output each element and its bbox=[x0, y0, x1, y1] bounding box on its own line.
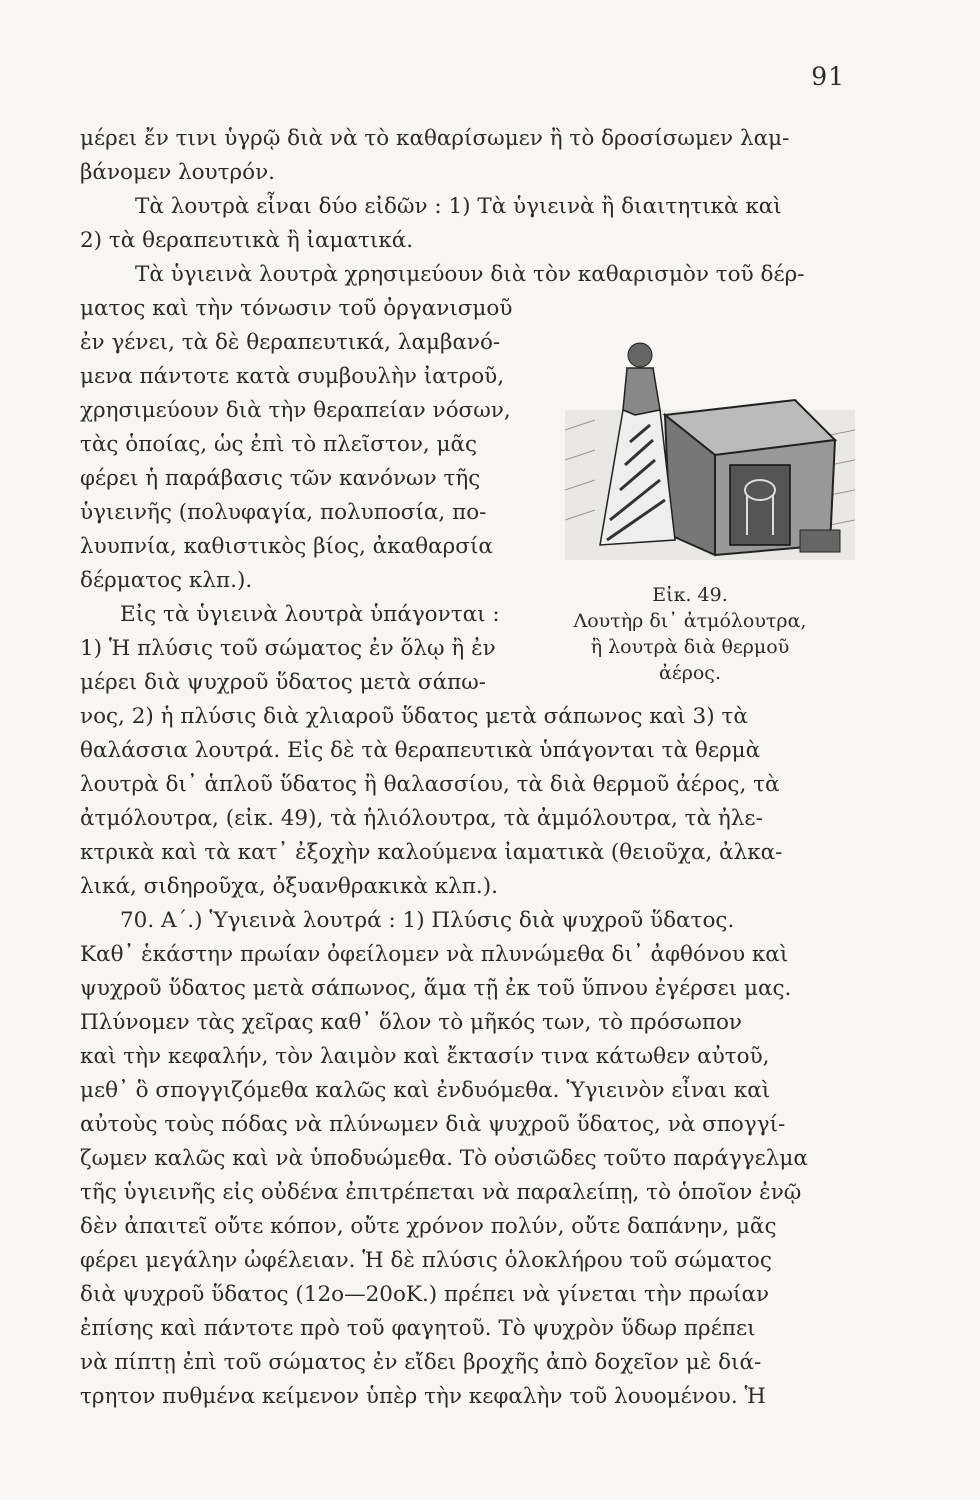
text-line: Τὰ λουτρὰ εἶναι δύο εἰδῶν : 1) Τὰ ὑγιεινὰ ἢ διαιτητικὰ καὶ bbox=[135, 194, 782, 219]
text-line: ζωμεν καλῶς καὶ νὰ ὑποδυώμεθα. Τὸ οὐσιῶδες τοῦτο παράγγελμα bbox=[80, 1146, 808, 1171]
text-line: τὰς ὁποίας, ὡς ἐπὶ τὸ πλεῖστον, μᾶς bbox=[80, 432, 478, 457]
text-line: ἐν γένει, τὰ δὲ θεραπευτικά, λαμβανό- bbox=[80, 330, 501, 355]
figure-caption bbox=[565, 582, 815, 686]
text-line: αὐτοὺς τοὺς πόδας νὰ πλύνωμεν διὰ ψυχροῦ ὕδατος, νὰ σπογγί- bbox=[80, 1112, 786, 1137]
text-top bbox=[80, 122, 850, 292]
text-line: φέρει μεγάλην ὠφέλειαν. Ἡ δὲ πλύσις ὁλοκλήρου τοῦ σώματος bbox=[80, 1248, 772, 1273]
text-line: θαλάσσια λουτρά. Εἰς δὲ τὰ θεραπευτικὰ ὑπάγονται τὰ θερμὰ bbox=[80, 738, 761, 763]
text-line: λυυπνία, καθιστικὸς βίος, ἀκαθαρσία bbox=[80, 534, 493, 559]
text-line: λουτρὰ δι᾽ ἁπλοῦ ὕδατος ἢ θαλασσίου, τὰ διὰ θερμοῦ ἀέρος, τὰ bbox=[80, 772, 780, 797]
text-line: βάνομεν λουτρόν. bbox=[80, 160, 276, 185]
text-line: 2) τὰ θεραπευτικὰ ἢ ἰαματικά. bbox=[80, 228, 414, 253]
figure-49 bbox=[565, 330, 855, 686]
text-line: φέρει ἡ παράβασις τῶν κανόνων τῆς bbox=[80, 466, 481, 491]
text-line: μεθ᾽ ὃ σπογγιζόμεθα καλῶς καὶ ἐνδυόμεθα. Ὑγιεινὸν εἶναι καὶ bbox=[80, 1078, 771, 1103]
text-line: Εἰς τὰ ὑγιεινὰ λουτρὰ ὑπάγονται : bbox=[120, 602, 500, 627]
text-line: τῆς ὑγιεινῆς εἰς οὐδένα ἐπιτρέπεται νὰ παραλείπῃ, τὸ ὁποῖον ἐνῷ bbox=[80, 1180, 802, 1205]
text-bottom bbox=[80, 700, 850, 1414]
text-line: δέρματος κλπ.). bbox=[80, 568, 253, 593]
text-line: Τὰ ὑγιεινὰ λουτρὰ χρησιμεύουν διὰ τὸν καθαρισμὸν τοῦ δέρ- bbox=[135, 262, 805, 287]
text-line: ἐπίσης καὶ πάντοτε πρὸ τοῦ φαγητοῦ. Τὸ ψυχρὸν ὕδωρ πρέπει bbox=[80, 1316, 756, 1341]
text-line: διὰ ψυχροῦ ὕδατος (12ο—20οΚ.) πρέπει νὰ γίνεται τὴν πρωίαν bbox=[80, 1282, 770, 1307]
text-line: Καθ᾽ ἑκάστην πρωίαν ὀφείλομεν νὰ πλυνώμεθα δι᾽ ἀφθόνου καὶ bbox=[80, 942, 789, 967]
caption-line: ἀέρος. bbox=[659, 662, 721, 684]
text-line: ματος καὶ τὴν τόνωσιν τοῦ ὀργανισμοῦ bbox=[80, 296, 513, 321]
text-line: μέρει διὰ ψυχροῦ ὕδατος μετὰ σάπω- bbox=[80, 670, 487, 695]
text-line: δὲν ἀπαιτεῖ οὔτε κόπον, οὔτε χρόνον πολύν, οὔτε δαπάνην, μᾶς bbox=[80, 1214, 777, 1239]
text-line: Πλύνομεν τὰς χεῖρας καθ᾽ ὅλον τὸ μῆκός των, τὸ πρόσωπον bbox=[80, 1010, 742, 1035]
steam-bath-illustration bbox=[565, 330, 855, 570]
text-line: νὰ πίπτῃ ἐπὶ τοῦ σώματος ἐν εἴδει βροχῆς ἀπὸ δοχεῖον μὲ διά- bbox=[80, 1350, 762, 1375]
text-line: ἀτμόλουτρα, (εἰκ. 49), τὰ ἡλιόλουτρα, τὰ ἀμμόλουτρα, τὰ ἠλε- bbox=[80, 806, 763, 831]
text-line: μενα πάντοτε κατὰ συμβουλὴν ἰατροῦ, bbox=[80, 364, 505, 389]
section-heading: 70. Α΄.) Ὑγιεινὰ λουτρά : 1) Πλύσις διὰ ψυχροῦ ὕδατος. bbox=[120, 908, 735, 933]
text-line: χρησιμεύουν διὰ τὴν θεραπείαν νόσων, bbox=[80, 398, 511, 423]
text-line: ὑγιεινῆς (πολυφαγία, πολυποσία, πο- bbox=[80, 500, 487, 525]
text-line: 1) Ἡ πλύσις τοῦ σώματος ἐν ὅλῳ ἢ ἐν bbox=[80, 636, 496, 661]
text-line: λικά, σιδηροῦχα, ὀξυανθρακικὰ κλπ.). bbox=[80, 874, 498, 899]
text-line: κτρικὰ καὶ τὰ κατ᾽ ἐξοχὴν καλούμενα ἰαματικὰ (θειοῦχα, ἀλκα- bbox=[80, 840, 783, 865]
text-line: καὶ τὴν κεφαλήν, τὸν λαιμὸν καὶ ἔκτασίν τινα κάτωθεν αὐτοῦ, bbox=[80, 1044, 770, 1069]
caption-line: ἢ λουτρὰ διὰ θερμοῦ bbox=[590, 636, 790, 658]
text-line: ψυχροῦ ὕδατος μετὰ σάπωνος, ἅμα τῇ ἐκ τοῦ ὕπνου ἐγέρσει μας. bbox=[80, 976, 792, 1001]
text-line: νος, 2) ἡ πλύσις διὰ χλιαροῦ ὕδατος μετὰ σάπωνος καὶ 3) τὰ bbox=[80, 704, 748, 729]
text-line: μέρει ἔν τινι ὑγρῷ διὰ νὰ τὸ καθαρίσωμεν ἢ τὸ δροσίσωμεν λαμ- bbox=[80, 126, 790, 151]
figure-label: Εἰκ. 49. bbox=[652, 584, 728, 606]
page-number: 91 bbox=[811, 62, 845, 91]
text-line: τρητον πυθμένα κείμενον ὑπὲρ τὴν κεφαλὴν τοῦ λουομένου. Ἡ bbox=[80, 1384, 766, 1409]
caption-line: Λουτὴρ δι᾽ ἀτμόλουτρα, bbox=[573, 610, 807, 632]
